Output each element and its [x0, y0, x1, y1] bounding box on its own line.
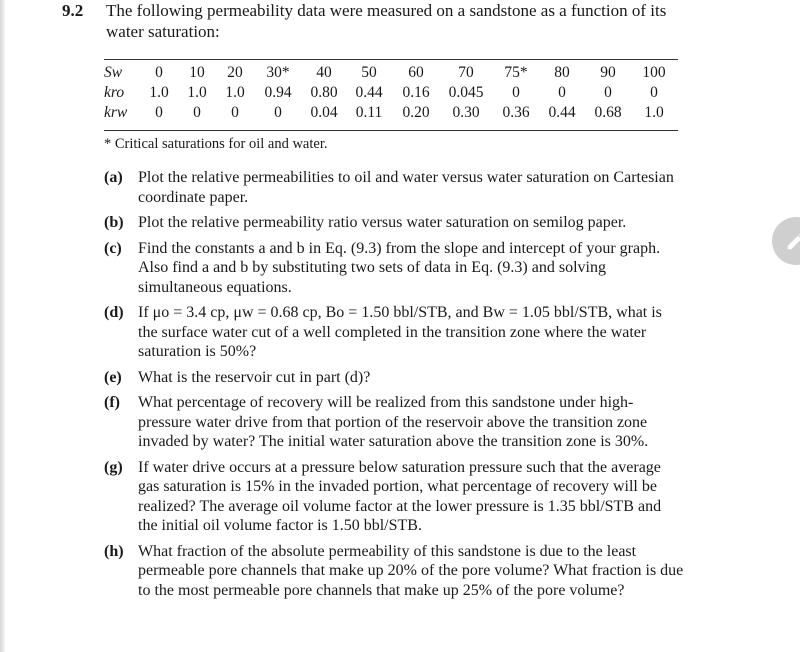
- table-cell: 0: [558, 84, 566, 101]
- table-cell: 0.68: [594, 104, 622, 121]
- question-text: What percentage of recovery will be realized from this sandstone under high-pressure water drive from that portion of the reservoir above the transition zone invaded by water? The initial water saturation above the transition zone is 30%.: [138, 394, 649, 450]
- question-item: [104, 213, 684, 233]
- table-cell: 0.045: [448, 84, 484, 101]
- pencil-icon: [785, 230, 800, 252]
- question-letter: (d): [104, 304, 124, 321]
- table-cell: 0.44: [548, 104, 576, 121]
- question-letter: (e): [104, 368, 122, 386]
- table-row: [104, 83, 676, 103]
- table-row: [104, 63, 676, 83]
- table-footnote: * Critical saturations for oil and water.: [104, 136, 328, 152]
- table-cell: 60: [408, 64, 424, 81]
- table-cell: 0: [155, 64, 163, 81]
- question-text: Find the constants a and b in Eq. (9.3) from the slope and intercept of your graph. Also find a and b by substituting two sets of data in Eq. (9.3) and solving simultaneous equations.: [138, 239, 661, 296]
- question-item: [104, 368, 684, 388]
- question-text: Plot the relative permeability ratio versus water saturation on semilog paper.: [138, 214, 627, 231]
- question-letter: (b): [104, 214, 124, 231]
- question-text: Plot the relative permeabilities to oil and water versus water saturation on Cartesian coordinate paper.: [138, 169, 674, 206]
- table-cell: 75*: [504, 64, 528, 81]
- table-cell: 0: [650, 84, 658, 101]
- question-item: [104, 239, 684, 298]
- table-cell: 0.94: [264, 84, 292, 101]
- table-cell: 0: [512, 84, 520, 101]
- question-item: [104, 458, 684, 536]
- table-cell: 0: [231, 104, 239, 121]
- page-binding-edge: [0, 0, 5, 652]
- table-bottom-rule: [104, 130, 678, 131]
- table-cell: 0.30: [452, 104, 480, 121]
- table-cell: 0.80: [310, 84, 338, 101]
- table-cell: 1.0: [644, 104, 664, 121]
- question-list: [104, 168, 684, 606]
- table-cell: 0.11: [355, 104, 383, 121]
- table-cell: 20: [227, 64, 243, 81]
- question-letter: (a): [104, 169, 123, 186]
- question-text: If water drive occurs at a pressure below saturation pressure such that the average gas saturation is 15% in the invaded portion, what percentage of recovery will be realized? The average oil volume factor at the lower pressure is 1.35 bbl/STB and the initial oil volume factor is 1.50 bbl/STB.: [138, 458, 662, 534]
- edit-button[interactable]: [772, 217, 800, 265]
- table-cell: 1.0: [187, 84, 207, 101]
- question-text: What fraction of the absolute permeability of this sandstone is due to the least permeable pore channels that make up 20% of the pore volume? What fraction is due to the most permeable pore channels that make up 25% of the pore volume?: [138, 542, 684, 599]
- question-item: [104, 303, 684, 362]
- table-top-rule: [104, 59, 678, 60]
- table-cell: 1.0: [149, 84, 169, 101]
- table-cell: 70: [458, 64, 474, 81]
- table-cell: 100: [642, 64, 666, 81]
- table-cell: 80: [554, 64, 570, 81]
- table-cell: 0: [155, 104, 163, 121]
- table-cell: 0.20: [402, 104, 430, 121]
- table-cell: 30*: [266, 64, 290, 81]
- row-label: kro: [104, 84, 125, 101]
- table-cell: 0.16: [402, 84, 430, 101]
- table-cell: 10: [189, 64, 205, 81]
- problem-statement: The following permeability data were measured on a sandstone as a function of its water saturation:: [106, 1, 667, 41]
- question-letter: (f): [104, 394, 120, 411]
- table-cell: 1.0: [225, 84, 245, 101]
- table-cell: 0: [604, 84, 612, 101]
- table-cell: 90: [600, 64, 616, 81]
- table-cell: 0.04: [310, 104, 338, 121]
- question-text: If μo = 3.4 cp, μw = 0.68 cp, Bo = 1.50 bbl/STB, and Bw = 1.05 bbl/STB, what is the surface water cut of a well completed in the transition zone where the water saturation is 50%?: [138, 304, 662, 360]
- table-cell: 50: [361, 64, 377, 81]
- table-row: [104, 103, 676, 123]
- table-cell: 40: [316, 64, 332, 81]
- table-cell: 0: [193, 104, 201, 121]
- permeability-table: [104, 63, 676, 123]
- table-cell: 0: [274, 104, 282, 121]
- question-text: What is the reservoir cut in part (d)?: [138, 368, 371, 386]
- question-letter: (h): [104, 542, 124, 560]
- row-label: krw: [104, 104, 128, 121]
- question-item: [104, 168, 684, 207]
- question-letter: (c): [104, 239, 122, 257]
- row-label: Sw: [104, 64, 123, 81]
- question-letter: (g): [104, 458, 123, 476]
- question-item: [104, 542, 684, 601]
- problem-number: 9.2: [62, 1, 84, 20]
- table-cell: 0.36: [502, 104, 530, 121]
- table-cell: 0.44: [355, 84, 383, 101]
- question-item: [104, 393, 684, 452]
